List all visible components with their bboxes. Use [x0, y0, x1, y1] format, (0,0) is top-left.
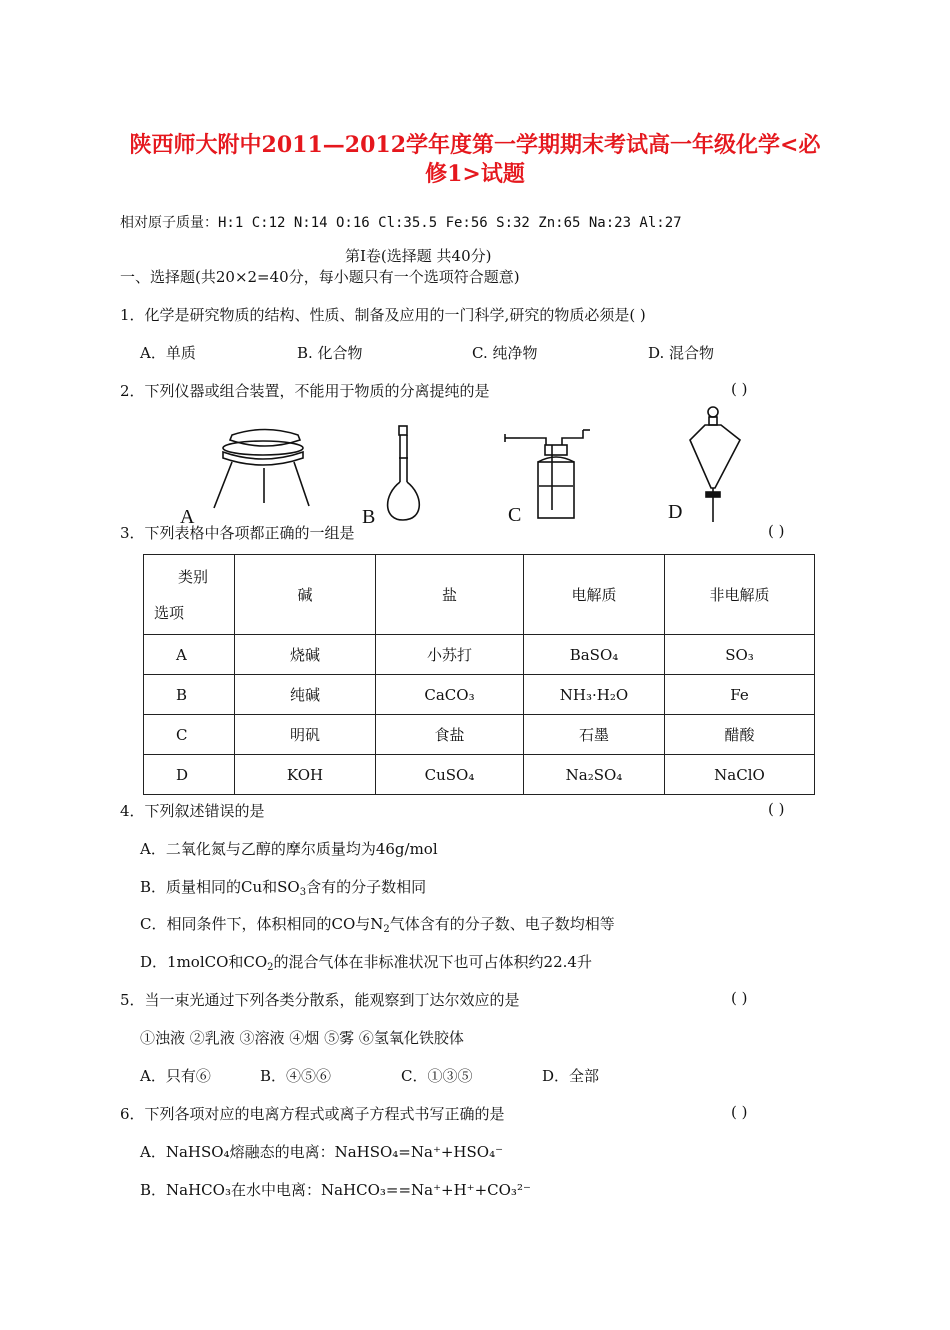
cell-salt: CuSO₄	[376, 755, 524, 795]
q3-answer-paren: ( )	[768, 522, 785, 540]
volumetric-flask-icon	[388, 426, 420, 520]
table-corner-cell	[144, 555, 235, 635]
q4-option-d-sub: 2	[267, 962, 274, 973]
apparatus-label-c: C	[508, 504, 522, 526]
row-option: C	[144, 715, 235, 755]
q4-option-c-sub: 2	[383, 924, 390, 935]
q6-option-b: B．NaHCO₃在水中电离：NaHCO₃==Na⁺+H⁺+CO₃²⁻	[140, 1181, 531, 1199]
page-title-line-2: 修1>试题	[425, 161, 525, 187]
row-option: A	[144, 635, 235, 675]
col-header-base: 碱	[235, 555, 376, 635]
q1-option-a: A．单质	[140, 344, 196, 362]
cell-salt: 食盐	[376, 715, 524, 755]
q1-option-c: C. 纯净物	[472, 344, 538, 362]
apparatus-label-d: D	[668, 501, 683, 523]
atomic-masses: 相对原子质量：H:1 C:12 N:14 O:16 Cl:35.5 Fe:56 S:32 Zn:65 Na:23 Al:27	[120, 215, 682, 231]
q4-option-b-post: 含有的分子数相同	[306, 878, 427, 896]
cell-nonelectrolyte: 醋酸	[665, 715, 815, 755]
q4-option-a: A．二氧化氮与乙醇的摩尔质量均为46g/mol	[140, 840, 438, 858]
q4-option-c-post: 气体含有的分子数、电子数均相等	[389, 915, 615, 933]
col-header-electrolyte: 电解质	[524, 555, 665, 635]
row-option: B	[144, 675, 235, 715]
q4-stem: 4．下列叙述错误的是	[120, 802, 265, 820]
cell-base: 纯碱	[235, 675, 376, 715]
tripod-dish-icon	[214, 430, 309, 509]
page-title-line-1: 陕西师大附中2011—2012学年度第一学期期末考试高一年级化学<必	[129, 132, 821, 158]
cell-nonelectrolyte: NaClO	[665, 755, 815, 795]
q6-option-a: A．NaHSO₄熔融态的电离：NaHSO₄=Na⁺+HSO₄⁻	[140, 1143, 504, 1161]
q5-answer-paren: ( )	[731, 989, 748, 1007]
q1-stem: 1．化学是研究物质的结构、性质、制备及应用的一门科学,研究的物质必须是( )	[120, 306, 646, 324]
q5-option-d: D．全部	[542, 1067, 600, 1085]
table-row	[144, 635, 815, 675]
apparatus-label-b: B	[362, 506, 376, 528]
section-instruction: 一、选择题(共20×2=40分，每小题只有一个选项符合题意)	[120, 268, 520, 286]
apparatus-label-a: A	[180, 506, 195, 528]
q5-option-c: C．①③⑤	[401, 1067, 473, 1085]
cell-electrolyte: NH₃·H₂O	[524, 675, 665, 715]
cell-electrolyte: BaSO₄	[524, 635, 665, 675]
q4-option-b-sub: 3	[299, 887, 307, 898]
corner-label-option: 选项	[154, 603, 185, 622]
q6-stem: 6．下列各项对应的电离方程式或离子方程式书写正确的是	[120, 1105, 505, 1123]
q4-option-d	[140, 951, 592, 973]
q5-option-b: B．④⑤⑥	[260, 1067, 332, 1085]
cell-salt: 小苏打	[376, 635, 524, 675]
col-header-salt: 盐	[376, 555, 524, 635]
corner-label-category: 类别	[178, 567, 209, 586]
table-row	[144, 755, 815, 795]
classification-table	[143, 554, 815, 795]
cell-salt: CaCO₃	[376, 675, 524, 715]
q2-stem: 2．下列仪器或组合装置，不能用于物质的分离提纯的是	[120, 382, 490, 400]
q4-option-d-post: 的混合气体在非标准状况下也可占体积约22.4升	[273, 953, 592, 971]
q4-option-c	[140, 913, 615, 935]
cell-base: 明矾	[235, 715, 376, 755]
table-header-row	[144, 555, 815, 635]
cell-nonelectrolyte: SO₃	[665, 635, 815, 675]
cell-electrolyte: Na₂SO₄	[524, 755, 665, 795]
section-heading: 第Ⅰ卷(选择题 共40分)	[345, 247, 492, 265]
q4-option-c-pre: C．相同条件下，体积相同的CO与N	[140, 915, 384, 933]
separatory-funnel-icon	[690, 407, 740, 522]
q3-stem: 3．下列表格中各项都正确的一组是	[120, 524, 355, 542]
q6-answer-paren: ( )	[731, 1103, 748, 1121]
q1-option-d: D. 混合物	[648, 344, 715, 362]
q4-answer-paren: ( )	[768, 800, 785, 818]
q1-option-b: B. 化合物	[297, 344, 363, 362]
q4-option-b-pre: B．质量相同的Cu和SO	[140, 878, 300, 896]
q4-option-b	[140, 876, 426, 898]
q5-option-a: A．只有⑥	[140, 1067, 211, 1085]
row-option: D	[144, 755, 235, 795]
q4-option-d-pre: D．1molCO和CO	[140, 953, 268, 971]
apparatus-figure	[0, 400, 950, 530]
table-row	[144, 675, 815, 715]
cell-electrolyte: 石墨	[524, 715, 665, 755]
q5-stem: 5．当一束光通过下列各类分散系，能观察到丁达尔效应的是	[120, 991, 520, 1009]
cell-nonelectrolyte: Fe	[665, 675, 815, 715]
cell-base: 烧碱	[235, 635, 376, 675]
table-row	[144, 715, 815, 755]
cell-base: KOH	[235, 755, 376, 795]
q2-answer-paren: ( )	[731, 380, 748, 398]
q5-items: ①浊液 ②乳液 ③溶液 ④烟 ⑤雾 ⑥氢氧化铁胶体	[140, 1029, 464, 1047]
col-header-nonelectrolyte: 非电解质	[665, 555, 815, 635]
